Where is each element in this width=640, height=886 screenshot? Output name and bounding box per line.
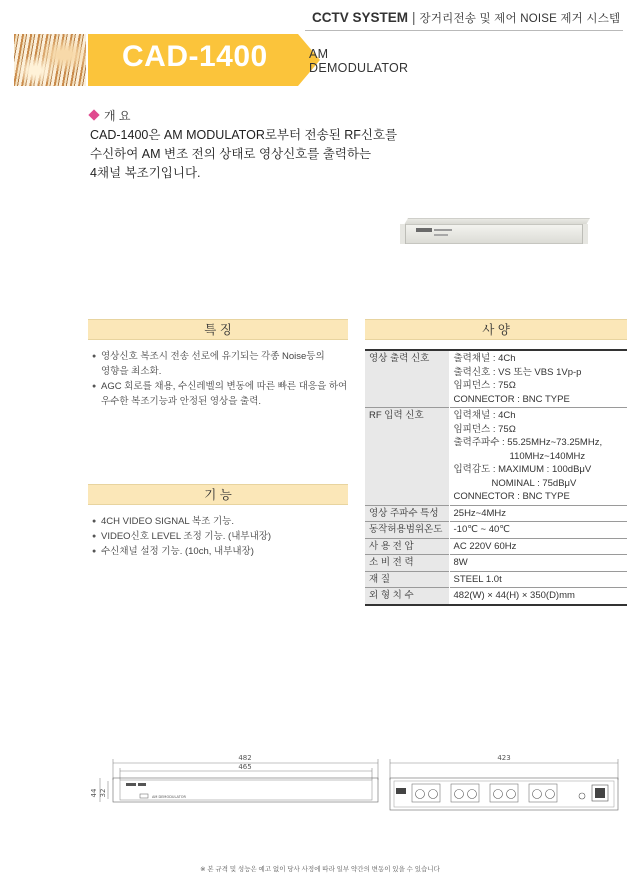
diamond-bullet-icon: [88, 109, 99, 120]
category-title: CCTV SYSTEM: [312, 10, 409, 25]
list-item-continuation: 영향을 최소화.: [101, 366, 162, 377]
spec-label: 영상 주파수 특성: [365, 505, 449, 522]
list-item: ● 4CH VIDEO SIGNAL 복조 기능.: [92, 514, 271, 529]
table-row: [365, 408, 627, 506]
functions-heading: 기 능: [88, 484, 348, 505]
table-row: [365, 522, 627, 539]
table-row: [365, 555, 627, 572]
spec-label: 외 형 치 수: [365, 588, 449, 605]
spec-label: 소 비 전 력: [365, 555, 449, 572]
table-row: [365, 538, 627, 555]
rear-connector-icon: [396, 788, 406, 794]
list-item: ● VIDEO신호 LEVEL 조정 기능. (내부내장): [92, 529, 271, 544]
device-photo: [400, 218, 588, 244]
dim-label-465: 465: [238, 763, 252, 771]
subtitle-line-1: AM: [309, 47, 329, 61]
table-row: [365, 350, 627, 408]
overview-heading: [90, 107, 131, 124]
table-row: [365, 588, 627, 605]
technical-drawing: [0, 740, 640, 850]
category-header: [312, 10, 620, 26]
spec-table: [365, 349, 627, 606]
spec-label: 영상 출력 신호: [365, 350, 449, 408]
spec-label: 사 용 전 압: [365, 538, 449, 555]
product-model-title: CAD-1400: [122, 40, 268, 73]
category-subtitle: 장거리전송 및 제어 NOISE 제거 시스템: [419, 13, 621, 25]
fiber-optic-photo: [14, 34, 86, 86]
dim-label-44: 44: [90, 788, 98, 798]
spec-value: 입력채널 : 4Ch 임피던스 : 75Ω 출력주파수 : 55.25MHz~73.25MHz, 110MHz~140MHz 입력감도 : MAXIMUM : 100dBμV NOMINAL : 75dBμV CONNECTOR : BNC TYPE: [453, 410, 603, 502]
list-item: ● 영상신호 복조시 전송 선로에 유기되는 각종 Noise등의: [92, 349, 347, 364]
spec-value: AC 220V 60Hz: [453, 540, 517, 552]
spec-value: STEEL 1.0t: [453, 573, 502, 585]
features-list: [92, 349, 347, 409]
table-row: [365, 505, 627, 522]
list-item: ● AGC 회로를 채용, 수신레벨의 변동에 따른 빠른 대응을 하여: [92, 379, 347, 394]
subtitle-line-2: DEMODULATOR: [309, 61, 409, 75]
overview-text: [90, 126, 398, 183]
front-panel-label: AM DEMODULATOR: [152, 795, 186, 799]
power-socket-icon: [595, 788, 605, 798]
header-divider: [305, 30, 623, 31]
overview-line: 4채널 복조기입니다.: [90, 166, 201, 180]
category-separator: |: [412, 10, 416, 25]
dim-label-32: 32: [99, 788, 107, 798]
overview-line: 수신하여 AM 변조 전의 상태로 영상신호를 출력하는: [90, 147, 372, 161]
spec-value: 482(W) × 44(H) × 350(D)mm: [453, 590, 575, 601]
footer-note: ※ 본 규격 및 성능은 예고 없이 당사 사정에 따라 일부 약간의 변동이 있을 수 있습니다: [200, 866, 440, 873]
product-subtitle: [309, 47, 408, 75]
dim-label-482: 482: [238, 754, 252, 762]
table-row: [365, 571, 627, 588]
spec-label: RF 입력 신호: [365, 408, 449, 506]
list-item: ● 수신채널 설정 기능. (10ch, 내부내장): [92, 544, 271, 559]
functions-list: [92, 514, 271, 559]
spec-value: 8W: [453, 557, 468, 568]
dim-label-423: 423: [497, 754, 511, 762]
spec-value: -10℃ ~ 40℃: [453, 524, 510, 535]
spec-label: 재 질: [365, 571, 449, 588]
spec-value: 출력채널 : 4Ch 출력신호 : VS 또는 VBS 1Vp-p 임피던스 : 75Ω CONNECTOR : BNC TYPE: [453, 353, 582, 405]
specs-heading: 사 양: [365, 319, 627, 340]
features-heading: 특 징: [88, 319, 348, 340]
overview-heading-text: 개 요: [104, 109, 131, 123]
spec-label: 동작허용범위온도: [365, 522, 449, 539]
list-item-continuation: 우수한 복조기능과 안정된 영상을 출력.: [101, 396, 262, 407]
spec-value: 25Hz~4MHz: [453, 507, 507, 519]
overview-line: CAD-1400은 AM MODULATOR로부터 전송된 RF신호를: [90, 128, 398, 142]
